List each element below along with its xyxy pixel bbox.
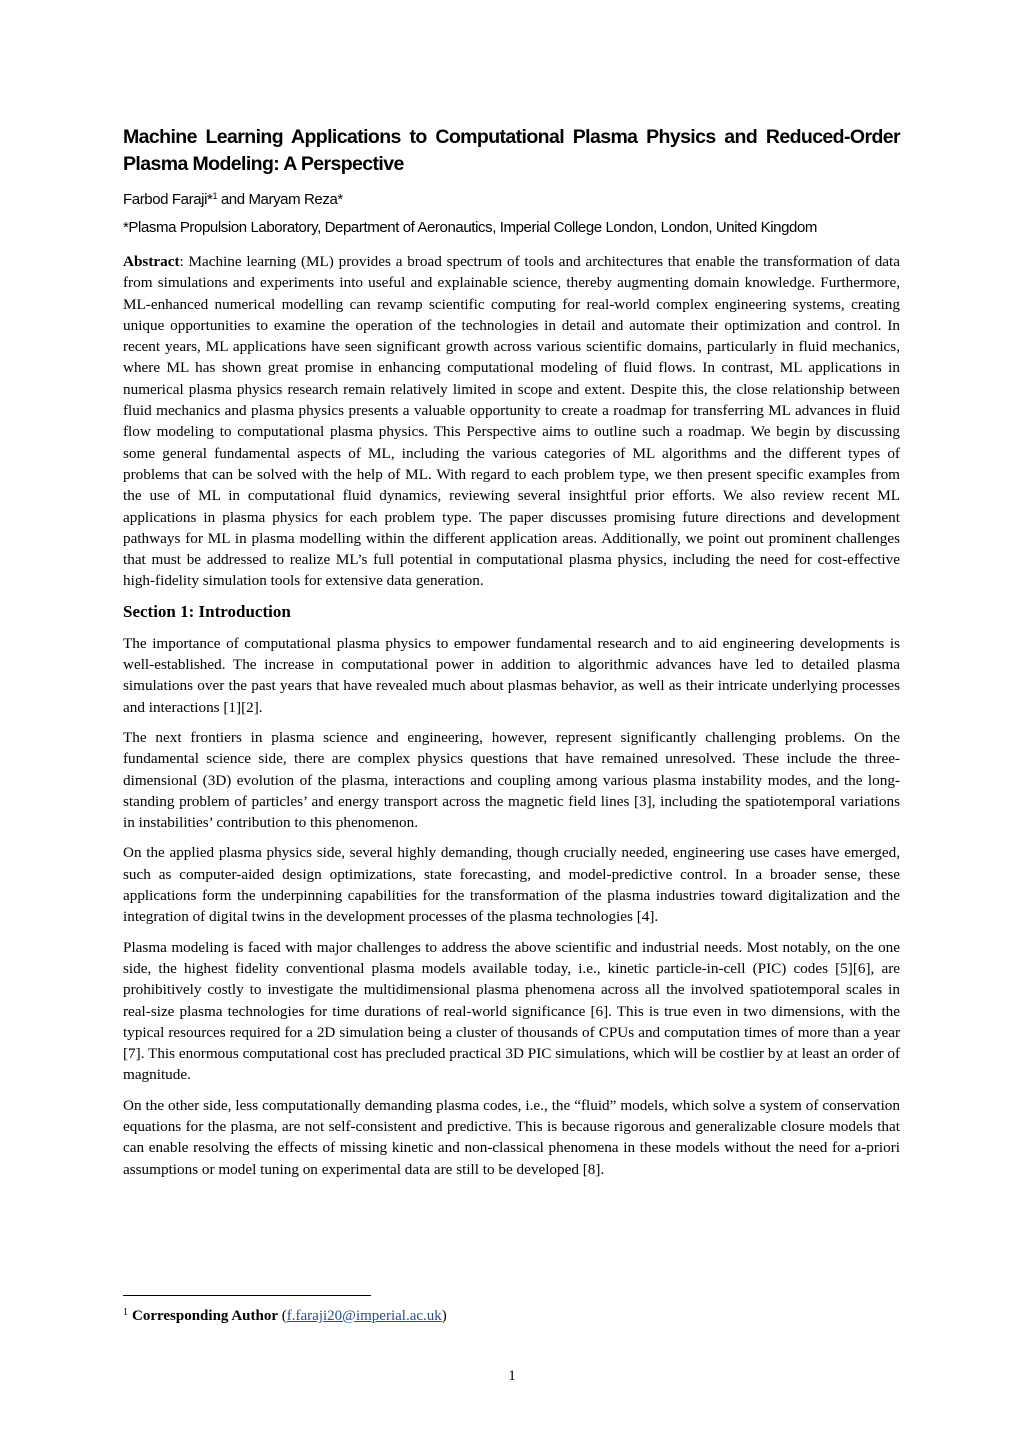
author-name: Farbod Faraji* (123, 191, 213, 208)
footnote-paren-close: ) (441, 1308, 447, 1324)
body-paragraph: On the applied plasma physics side, several highly demanding, though crucially needed, engineering use cases have emerged, such as computer-aided design optimizations, state forecasting, and model-predictive control. In a broader sense, these applications form the underpinning capabilities for the transformation of the plasma industries toward digitalization and the integration of digital twins in the development processes of the plasma technologies [4]. (123, 844, 900, 926)
footnote (123, 1303, 447, 1326)
body-paragraph: The next frontiers in plasma science and engineering, however, represent significantly challenging problems. On the fundamental science side, there are complex physics questions that have remained unresolved. These include the three-dimensional (3D) evolution of the plasma, interactions and coupling among various plasma instability modes, and the long-standing problem of particles’ and energy transport across the magnetic field lines [3], including the spatiotemporal variations in instabilities’ contribution to this phenomenon. (123, 728, 900, 832)
body-paragraph: The importance of computational plasma physics to empower fundamental research and to aid engineering developments is well-established. The increase in computational power in addition to algorithmic advances have led to detailed plasma simulations over the past years that have revealed much about plasmas behavior, as well as their intricate underlying processes and interactions [1][2]. (123, 634, 900, 716)
paper-title: Machine Learning Applications to Computational Plasma Physics and Reduced-Order Plasma Modeling: A Perspective (123, 126, 900, 175)
body-paragraph: On the other side, less computationally demanding plasma codes, i.e., the “fluid” models, which solve a system of conservation equations for the plasma, are not self-consistent and predictive. This is because rigorous and generalizable closure models that can enable resolving the effects of missing kinetic and non-classical phenomena in these models without the need for a-priori assumptions or model tuning on experimental data are still to be developed [8]. (123, 1096, 900, 1178)
abstract-text: : Machine learning (ML) provides a broad spectrum of tools and architectures that enable the transformation of data from simulations and experiments into useful and explainable science, thereby augmenting domain knowledge. Furthermore, ML-enhanced numerical modelling can revamp scientific computing for real-world complex engineering systems, creating unique opportunities to examine the operation of the technologies in detail and automate their optimization and control. In recent years, ML applications have seen significant growth across various scientific domains, particularly in fluid mechanics, where ML has shown great promise in enhancing computational modeling of fluid flows. In contrast, ML applications in numerical plasma physics research remain relatively limited in scope and extent. Despite this, the close relationship between fluid mechanics and plasma physics presents a valuable opportunity to create a roadmap for transferring ML advances in fluid flow modeling to computational plasma physics. This Perspective aims to outline such a roadmap. We begin by discussing some general fundamental aspects of ML, including the various categories of ML algorithms and the different types of problems that can be solved with the help of ML. With regard to each problem type, we then present specific examples from the use of ML in computational fluid dynamics, reviewing several insightful prior efforts. We also review recent ML applications in plasma physics for each problem type. The paper discusses promising future directions and development pathways for ML in plasma modelling within the different application areas. Additionally, we point out prominent challenges that must be addressed to realize ML’s full potential in computational plasma physics, including the need for cost-effective high-fidelity simulation tools for extensive data generation. (123, 253, 900, 590)
abstract (123, 251, 900, 592)
footnote-number: 1 (123, 1307, 128, 1318)
author-name: Maryam Reza* (248, 191, 343, 208)
page-number: 1 (508, 1368, 516, 1384)
body-paragraph: Plasma modeling is faced with major challenges to address the above scientific and industrial needs. Most notably, on the one side, the highest fidelity conventional plasma models available today, i.e., kinetic particle-in-cell (PIC) codes [5][6], are prohibitively costly to investigate the multidimensional plasma phenomena across all the involved spatiotemporal scales in real-size plasma technologies for time durations of real-world significance [6]. This is true even in two dimensions, with the typical resources required for a 2D simulation being a cluster of thousands of CPUs and computation times of more than a year [7]. This enormous computational cost has precluded practical 3D PIC simulations, which will be costlier by at least an order of magnitude. (123, 938, 900, 1084)
section-heading: Section 1: Introduction (123, 601, 291, 621)
footnote-label: Corresponding Author (132, 1308, 279, 1324)
author-connector: and (217, 191, 249, 208)
affiliation: *Plasma Propulsion Laboratory, Department of Aeronautics, Imperial College London, London, United Kingdom (123, 219, 817, 236)
author-list (123, 186, 900, 210)
footnote-marker[interactable]: 1 (212, 191, 218, 201)
paper-page (123, 124, 900, 1189)
footnote-paren-open: ( (278, 1308, 287, 1324)
footnote-divider (123, 1295, 371, 1296)
email-link[interactable]: f.faraji20@imperial.ac.uk (286, 1308, 442, 1324)
abstract-label: Abstract (123, 253, 180, 270)
